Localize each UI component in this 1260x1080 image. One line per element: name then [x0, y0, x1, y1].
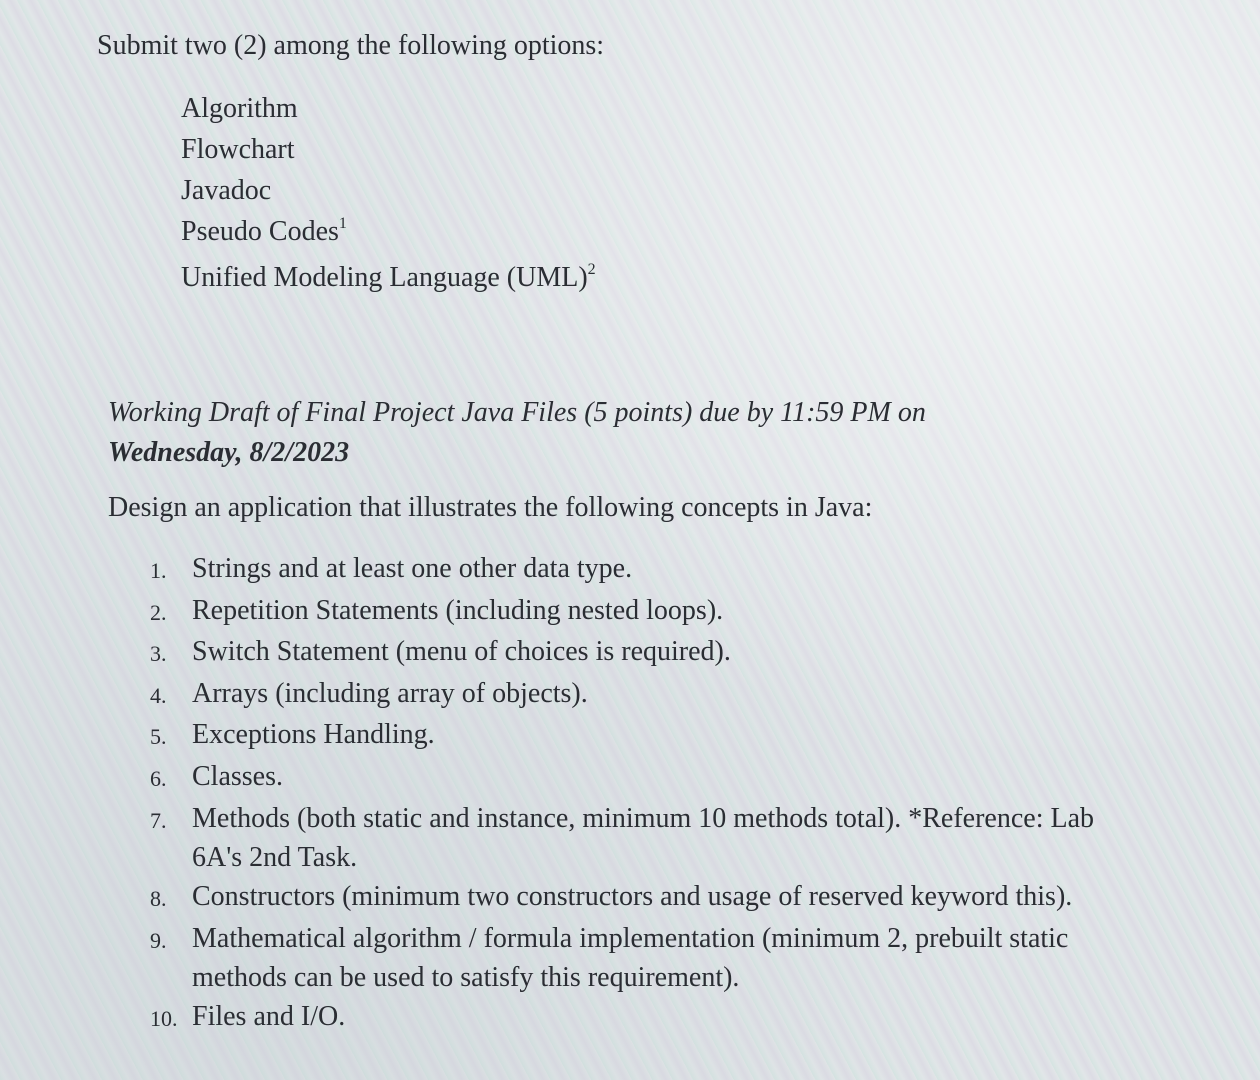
concept-item [150, 919, 1150, 997]
option-label: Javadoc [181, 175, 272, 206]
concept-item [150, 715, 1150, 756]
item-text: Mathematical algorithm / formula implementation (minimum 2, prebuilt static methods can be used to satisfy this requirement). [192, 922, 1069, 993]
item-number: 5. [150, 724, 167, 750]
concepts-list [150, 549, 1150, 1039]
item-number: 9. [150, 927, 167, 953]
item-number: 7. [150, 807, 167, 833]
heading-text: Working Draft of Final Project Java Files (5 points) due by 11:59 PM on [108, 397, 926, 428]
footnote-marker: 2 [587, 261, 596, 278]
item-text: Switch Statement (menu of choices is required). [192, 636, 731, 668]
option-item [181, 257, 596, 298]
item-text: Methods (both static and instance, minimum 10 methods total). *Reference: Lab 6A's 2nd Task. [192, 802, 1095, 873]
concept-item [150, 799, 1150, 877]
concept-item [150, 757, 1150, 798]
item-text: Constructors (minimum two constructors and usage of reserved keyword this). [192, 881, 1073, 913]
item-number: 3. [150, 641, 167, 667]
item-text: Strings and at least one other data type. [192, 553, 633, 584]
concept-item [150, 591, 1150, 632]
item-number: 8. [150, 886, 167, 912]
concept-item [150, 997, 1150, 1038]
footnote-marker: 1 [338, 215, 347, 232]
options-list [181, 88, 596, 298]
concept-item [150, 674, 1150, 715]
item-text: Arrays (including array of objects). [192, 677, 588, 709]
option-item [181, 211, 596, 252]
option-item [181, 170, 596, 211]
item-text: Exceptions Handling. [192, 719, 435, 751]
option-item [181, 88, 596, 129]
option-label: Unified Modeling Language (UML) [181, 262, 588, 293]
option-item [181, 129, 596, 170]
due-date: Wednesday, 8/2/2023 [108, 437, 350, 468]
design-instructions: Design an application that illustrates the following concepts in Java: [108, 492, 873, 523]
option-label: Flowchart [181, 134, 295, 165]
item-text: Classes. [192, 760, 283, 792]
option-label: Pseudo Codes [181, 216, 339, 247]
item-number: 10. [150, 1006, 178, 1032]
item-number: 4. [150, 682, 167, 708]
concept-item [150, 549, 1150, 590]
submission-instructions: Submit two (2) among the following options: [97, 30, 605, 61]
item-number: 1. [150, 558, 167, 583]
section-heading [108, 393, 1048, 473]
item-number: 6. [150, 765, 167, 791]
option-label: Algorithm [181, 93, 298, 124]
concept-item [150, 877, 1150, 918]
concept-item [150, 632, 1150, 673]
item-text: Repetition Statements (including nested loops). [192, 594, 724, 626]
item-number: 2. [150, 599, 167, 625]
item-text: Files and I/O. [192, 1001, 346, 1033]
